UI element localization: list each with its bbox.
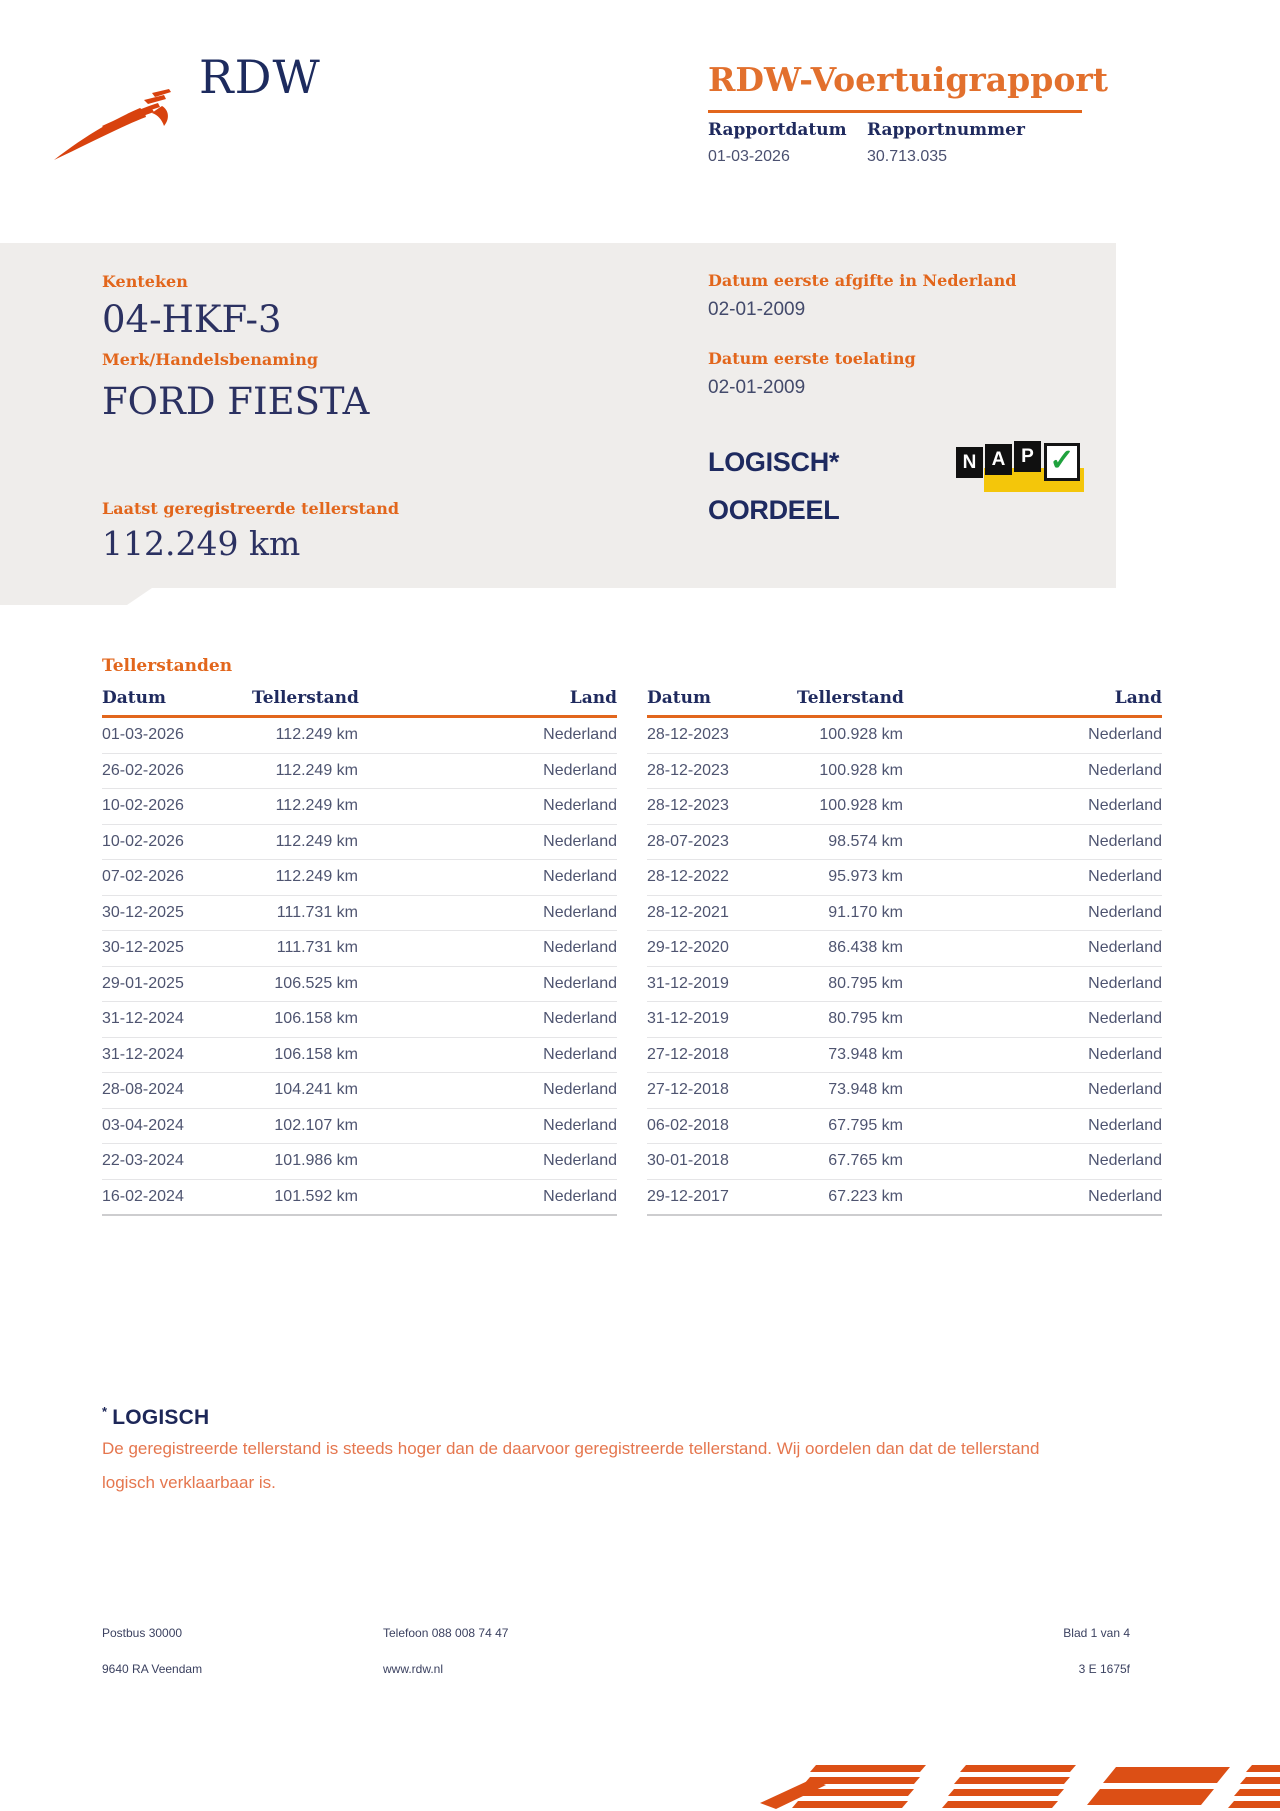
footer-form-code: 3 E 1675f (1078, 1662, 1130, 1676)
cell-land: Nederland (543, 726, 617, 744)
table-header-row (647, 688, 1162, 718)
table-row (102, 754, 617, 790)
nap-letter-n: N (956, 447, 983, 478)
cell-land: Nederland (543, 903, 617, 921)
table-row (647, 896, 1162, 932)
toelating-label: Datum eerste toelating (708, 349, 916, 368)
cell-land: Nederland (1088, 1116, 1162, 1134)
cell-land: Nederland (1088, 974, 1162, 992)
cell-tellerstand: 91.170 km (828, 903, 903, 921)
cell-datum: 28-07-2023 (647, 832, 729, 850)
cell-datum: 28-12-2023 (647, 761, 729, 779)
tellerstanden-section-title: Tellerstanden (102, 656, 233, 676)
cell-datum: 30-12-2025 (102, 939, 184, 957)
column-header-tellerstand: Tellerstand (797, 688, 904, 708)
cell-datum: 29-12-2017 (647, 1187, 729, 1205)
cell-tellerstand: 104.241 km (274, 1081, 358, 1099)
table-row (102, 1144, 617, 1180)
cell-tellerstand: 112.249 km (275, 797, 358, 815)
cell-datum: 28-12-2022 (647, 868, 729, 886)
cell-land: Nederland (543, 761, 617, 779)
table-row (102, 718, 617, 754)
cell-land: Nederland (1088, 726, 1162, 744)
footer-address-line2: 9640 RA Veendam (102, 1662, 203, 1676)
column-header-land: Land (569, 688, 617, 708)
title-underline (708, 110, 1082, 113)
cell-tellerstand: 98.574 km (828, 832, 903, 850)
cell-tellerstand: 106.158 km (274, 1045, 358, 1063)
table-row (102, 1109, 617, 1145)
table-row (102, 1038, 617, 1074)
cell-datum: 10-02-2026 (102, 797, 184, 815)
cell-datum: 10-02-2026 (102, 832, 184, 850)
cell-tellerstand: 111.731 km (276, 939, 358, 957)
cell-tellerstand: 106.158 km (274, 1010, 358, 1028)
table-row (647, 860, 1162, 896)
table-row (647, 931, 1162, 967)
table-row (647, 718, 1162, 754)
cell-tellerstand: 106.525 km (274, 974, 358, 992)
cell-datum: 30-01-2018 (647, 1152, 729, 1170)
cell-tellerstand: 80.795 km (828, 974, 903, 992)
table-header-row (102, 688, 617, 718)
cell-tellerstand: 100.928 km (819, 761, 903, 779)
table-row (647, 789, 1162, 825)
cell-tellerstand: 101.986 km (274, 1152, 358, 1170)
table-row (647, 1073, 1162, 1109)
cell-tellerstand: 73.948 km (828, 1081, 903, 1099)
report-number-label: Rapportnummer (867, 120, 1025, 140)
cell-land: Nederland (1088, 797, 1162, 815)
asterisk: * (102, 1404, 108, 1419)
cell-land: Nederland (1088, 1045, 1162, 1063)
table-row (102, 825, 617, 861)
report-date-value: 01-03-2026 (708, 148, 790, 165)
table-row (647, 1038, 1162, 1074)
nap-letter-a: A (985, 444, 1012, 475)
cell-land: Nederland (543, 1187, 617, 1205)
cell-land: Nederland (1088, 939, 1162, 957)
oordeel-line1: LOGISCH* (708, 447, 840, 477)
cell-tellerstand: 112.249 km (275, 832, 358, 850)
cell-land: Nederland (543, 939, 617, 957)
cell-tellerstand: 111.731 km (276, 903, 358, 921)
cell-datum: 29-12-2020 (647, 939, 729, 957)
report-date-label: Rapportdatum (708, 120, 847, 140)
table-row (102, 1073, 617, 1109)
cell-land: Nederland (1088, 1010, 1162, 1028)
footer-website: www.rdw.nl (383, 1662, 444, 1676)
cell-land: Nederland (1088, 868, 1162, 886)
cell-datum: 28-12-2023 (647, 797, 729, 815)
cell-land: Nederland (543, 974, 617, 992)
cell-datum: 31-12-2019 (647, 974, 729, 992)
cell-land: Nederland (543, 1152, 617, 1170)
cell-tellerstand: 95.973 km (828, 868, 903, 886)
cell-tellerstand: 112.249 km (275, 868, 358, 886)
cell-tellerstand: 67.795 km (828, 1116, 903, 1134)
tellerstand-value: 112.249 km (102, 524, 301, 563)
cell-datum: 16-02-2024 (102, 1187, 184, 1205)
cell-datum: 03-04-2024 (102, 1116, 184, 1134)
tellerstand-label: Laatst geregistreerde tellerstand (102, 499, 400, 518)
logisch-heading-text: LOGISCH (112, 1406, 210, 1429)
column-header-tellerstand: Tellerstand (252, 688, 359, 708)
footer-phone: Telefoon 088 008 74 47 (383, 1626, 509, 1640)
logisch-heading (102, 1404, 209, 1430)
cell-datum: 28-08-2024 (102, 1081, 184, 1099)
cell-tellerstand: 100.928 km (819, 726, 903, 744)
merk-value: FORD FIESTA (102, 380, 370, 423)
cell-land: Nederland (1088, 1081, 1162, 1099)
cell-land: Nederland (543, 797, 617, 815)
logisch-explanation: De geregistreerde tellerstand is steeds hoger dan de daarvoor geregistreerde tellerstand. Wij oordelen dan dat de tellerstand logisch verklaarbaar is. (102, 1439, 1040, 1492)
cell-datum: 01-03-2026 (102, 726, 184, 744)
cell-tellerstand: 100.928 km (819, 797, 903, 815)
merk-label: Merk/Handelsbenaming (102, 350, 319, 369)
kenteken-label: Kenteken (102, 272, 188, 291)
footer-address-line1: Postbus 30000 (102, 1626, 183, 1640)
cell-tellerstand: 101.592 km (274, 1187, 358, 1205)
tellerstanden-table-right (647, 688, 1162, 1216)
cell-land: Nederland (1088, 761, 1162, 779)
afgifte-label: Datum eerste afgifte in Nederland (708, 271, 1017, 290)
cell-datum: 27-12-2018 (647, 1045, 729, 1063)
toelating-value: 02-01-2009 (708, 377, 806, 398)
cell-datum: 31-12-2024 (102, 1010, 184, 1028)
cell-land: Nederland (543, 1010, 617, 1028)
table-row (647, 1002, 1162, 1038)
cell-land: Nederland (543, 868, 617, 886)
cell-land: Nederland (1088, 903, 1162, 921)
cell-datum: 29-01-2025 (102, 974, 184, 992)
cell-tellerstand: 86.438 km (828, 939, 903, 957)
cell-land: Nederland (1088, 1187, 1162, 1205)
cell-tellerstand: 102.107 km (274, 1116, 358, 1134)
cell-land: Nederland (543, 1081, 617, 1099)
table-row (102, 931, 617, 967)
nap-logo (956, 441, 1086, 495)
column-header-datum: Datum (102, 688, 166, 708)
table-row (647, 754, 1162, 790)
cell-tellerstand: 67.765 km (828, 1152, 903, 1170)
cell-tellerstand: 67.223 km (828, 1187, 903, 1205)
cell-datum: 07-02-2026 (102, 868, 184, 886)
oordeel-line2: OORDEEL (708, 495, 840, 525)
cell-land: Nederland (1088, 1152, 1162, 1170)
column-header-land: Land (1114, 688, 1162, 708)
cell-land: Nederland (1088, 832, 1162, 850)
document-title: RDW-Voertuigrapport (708, 60, 1108, 99)
cell-tellerstand: 112.249 km (275, 726, 358, 744)
table-row (102, 896, 617, 932)
table-row (647, 1109, 1162, 1145)
table-row (102, 789, 617, 825)
cell-datum: 22-03-2024 (102, 1152, 184, 1170)
cell-datum: 27-12-2018 (647, 1081, 729, 1099)
cell-tellerstand: 73.948 km (828, 1045, 903, 1063)
cell-land: Nederland (543, 1116, 617, 1134)
nap-letter-p: P (1014, 441, 1041, 472)
bottom-stripes-decoration-icon (760, 1759, 1280, 1811)
rdw-logo-text: RDW (199, 50, 321, 104)
table-row (647, 825, 1162, 861)
cell-tellerstand: 112.249 km (275, 761, 358, 779)
cell-datum: 30-12-2025 (102, 903, 184, 921)
table-row (647, 967, 1162, 1003)
kenteken-value: 04-HKF-3 (102, 298, 282, 341)
cell-datum: 28-12-2021 (647, 903, 729, 921)
cell-tellerstand: 80.795 km (828, 1010, 903, 1028)
report-number-value: 30.713.035 (867, 148, 948, 165)
table-row (647, 1144, 1162, 1180)
table-row (102, 860, 617, 896)
nap-checkmark-icon: ✓ (1044, 443, 1080, 481)
cell-datum: 31-12-2024 (102, 1045, 184, 1063)
table-row (647, 1180, 1162, 1217)
rdw-feather-logo-icon (52, 76, 184, 164)
column-header-datum: Datum (647, 688, 711, 708)
cell-datum: 26-02-2026 (102, 761, 184, 779)
tellerstanden-table-left (102, 688, 617, 1216)
cell-datum: 28-12-2023 (647, 726, 729, 744)
cell-land: Nederland (543, 1045, 617, 1063)
cell-datum: 06-02-2018 (647, 1116, 729, 1134)
cell-land: Nederland (543, 832, 617, 850)
table-row (102, 1180, 617, 1217)
footer-page-number: Blad 1 van 4 (1063, 1626, 1130, 1640)
table-row (102, 967, 617, 1003)
table-row (102, 1002, 617, 1038)
cell-datum: 31-12-2019 (647, 1010, 729, 1028)
afgifte-value: 02-01-2009 (708, 299, 806, 320)
